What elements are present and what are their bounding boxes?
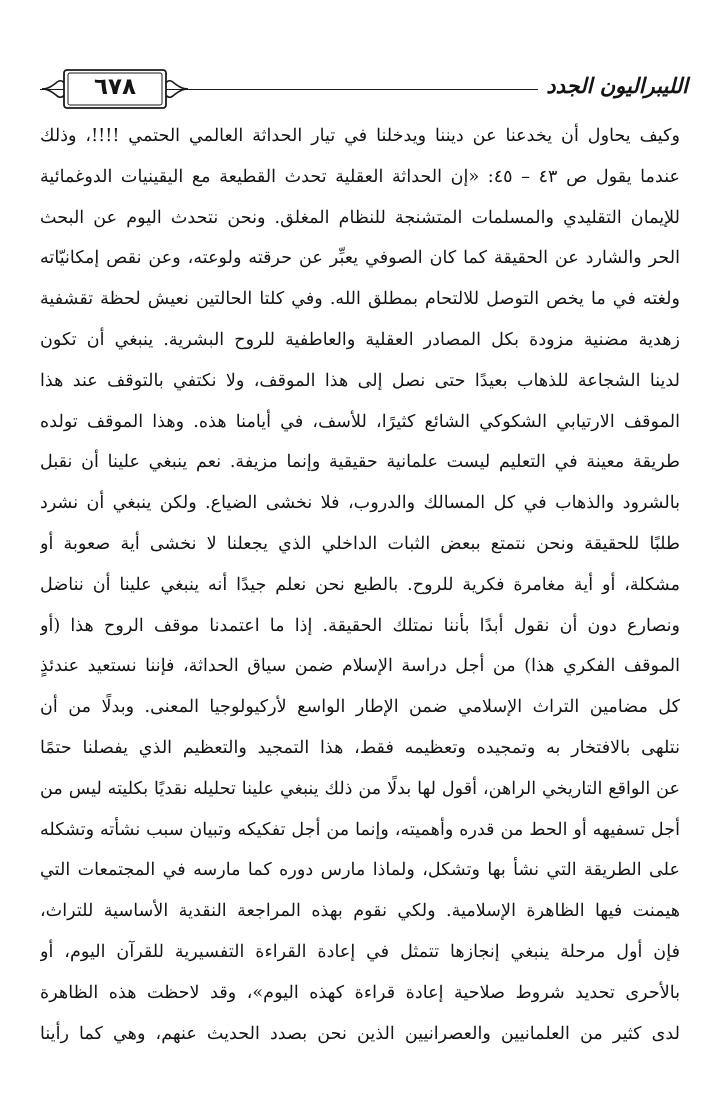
text-line: مشكلة، أو أية مغامرة فكرية للروح. بالطبع نحن نعلم جيدًا أنه ينبغي علينا أن نناضل (40, 574, 680, 595)
text-line: عن الواقع التاريخي الراهن، أقول لها بدلًا من ذلك ينبغي علينا تحليله نقديًا بكليته ليس من (40, 778, 680, 799)
page-number: ٦٧٨ (93, 74, 137, 100)
text-line: الموقف الفكري هذا) من أجل دراسة الإسلام ضمن سياق الحداثة، فإننا نستعيد عندئذٍ (40, 656, 680, 677)
text-line: لدينا الشجاعة للذهاب بعيدًا حتى نصل إلى هذا الموقف، ولا نكتفي بالتوقف عند هذا (40, 370, 680, 391)
text-line: هيمنت فيها الظاهرة الإسلامية. ولكي نقوم بهذه المراجعة النقدية الأساسية للتراث، (40, 901, 680, 922)
text-line: بالشرود والذهاب في كل المسالك والدروب، فلا نخشى الضياع. ولكن ينبغي أن نشرد (40, 493, 680, 514)
text-line: للإيمان التقليدي والمسلمات المتشنجة للنظام المغلق. ونحن نتحدث اليوم عن البحث (40, 207, 680, 228)
text-line: وكيف يحاول أن يخدعنا عن ديننا ويدخلنا في تيار الحداثة العالمي الحتمي !!!!، وذلك (40, 126, 680, 146)
text-line: طريقة معينة في التعليم ليست علمانية حقيقية وإنما مزيفة. نعم ينبغي علينا أن نقبل (40, 452, 680, 473)
text-line: ونصارع دون أن نقول أبدًا بأننا نمتلك الحقيقة. إذا ما اعتمدنا موقف الروح هذا (أو (40, 615, 680, 636)
body-text (40, 116, 680, 1054)
text-line: أجل تسفيهه أو الحط من قدره وأهميته، وإنما من أجل تفكيكه وتبيان سبب نشأته وتشكله (40, 819, 680, 840)
text-line: كل مضامين التراث الإسلامي ضمن الإطار الواسع لأركيولوجيا المعنى. وبدلًا من أن (40, 697, 680, 718)
page-number-cartouche (40, 64, 190, 112)
text-line: بالأحرى تحديد شروط صلاحية إعادة قراءة كهذه اليوم»، وقد لاحظت هذه الظاهرة (40, 982, 680, 1003)
text-line: على الطريقة التي نشأ بها وتشكل، ولماذا مارس دوره كما مارسه في المجتمعات التي (40, 860, 680, 881)
page-header (40, 64, 688, 112)
text-line: ولغته في ما يخص التوصل للالتحام بمطلق الله. وفي كلتا الحالتين نعيش لحظة تقشفية (40, 289, 680, 310)
text-line: طلبًا للحقيقة ونحن نتمتع ببعض الثبات الداخلي الذي يجعلنا لا نخشى أية صعوبة أو (40, 533, 680, 554)
text-line: نتلهى بالافتخار به وتمجيده وتعظيمه فقط، هذا التمجيد والتعظيم الذي يفصلنا حتمًا (40, 737, 680, 758)
running-title: الليبراليون الجدد (538, 68, 688, 104)
text-line: زهدية مضنية مزودة بكل المصادر العقلية والعاطفية للروح البشرية. ينبغي أن تكون (40, 329, 680, 350)
text-line: الموقف الارتيابي الشكوكي الشائع كثيرًا، للأسف، في أيامنا هذه. وهذا الموقف تولده (40, 411, 680, 432)
text-line: عندما يقول ص ٤٣ – ٤٥: «إن الحداثة العقلية تحدث القطيعة مع اليقينيات الدوغمائية (40, 166, 680, 187)
text-line: فإن أول مرحلة ينبغي إنجازها تتمثل في إعادة القراءة التفسيرية للقرآن اليوم، أو (40, 941, 680, 962)
text-line: لدى كثير من العلمانيين والعصرانيين الذين نحن بصدد الحديث عنهم، وهي كما رأينا (40, 1023, 680, 1044)
text-line: الحر والشارد عن الحقيقة كما كان الصوفي يعبِّر عن حرقته ولوعته، وعن نقص إمكانيّاته (40, 248, 680, 269)
